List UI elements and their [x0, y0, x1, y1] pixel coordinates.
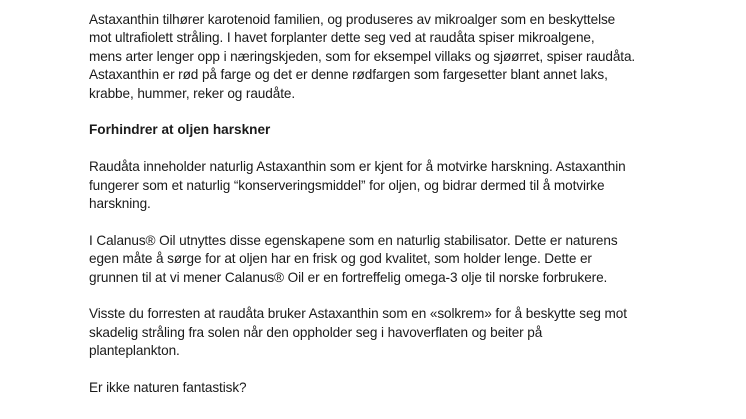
paragraph-sunscreen [89, 305, 689, 360]
paragraph-astaxanthin-intro [89, 11, 689, 103]
document-page [89, 11, 689, 397]
text-line: mot ultrafiolett stråling. I havet forplanter dette seg ved at raudåta spiser mikroalgene, [89, 30, 595, 46]
paragraph-spacer [89, 213, 689, 231]
text-line: harskning. [89, 196, 151, 212]
text-line: mens arter lenger opp i næringskjeden, som for eksempel villaks og sjøørret, spiser raudåta. [89, 48, 636, 64]
text-line: I Calanus® Oil utnyttes disse egenskapene som en naturlig stabilisator. Dette er naturens [89, 232, 618, 248]
text-line: Visste du forresten at raudåta bruker Astaxanthin som en «solkrem» for å beskytte seg mot [89, 306, 627, 322]
closing-line [89, 379, 689, 397]
text-line: planteplankton. [89, 343, 180, 359]
paragraph-rancidity [89, 158, 689, 213]
text-line: Astaxanthin tilhører karotenoid familien, og produseres av mikroalger som en beskyttelse [89, 12, 616, 27]
paragraph-spacer [89, 140, 689, 158]
text-line: krabbe, hummer, reker og raudåte. [89, 85, 296, 101]
text-line: egen måte å sørge for at oljen har en frisk og god kvalitet, som holder lenge. Dette er [89, 251, 592, 267]
paragraph-spacer [89, 287, 689, 305]
text-line: Er ikke naturen fantastisk? [89, 380, 247, 396]
text-line: Astaxanthin er rød på farge og det er denne rødfargen som fargesetter blant annet laks, [89, 67, 608, 83]
text-line: skadelig stråling fra solen når den oppholder seg i havoverflaten og beiter på [89, 324, 543, 340]
text-line: Raudåta inneholder naturlig Astaxanthin som er kjent for å motvirke harskning. Astaxanthin [89, 159, 626, 175]
paragraph-spacer [89, 361, 689, 379]
text-line: fungerer som et naturlig “konserveringsmiddel” for oljen, og bidrar dermed til å motvirke [89, 177, 605, 193]
paragraph-calanus-oil [89, 232, 689, 287]
section-heading: Forhindrer at oljen harskner [89, 122, 271, 138]
paragraph-spacer [89, 103, 689, 121]
text-line: grunnen til at vi mener Calanus® Oil er en fortreffelig omega-3 olje til norske forbrukere. [89, 269, 608, 285]
